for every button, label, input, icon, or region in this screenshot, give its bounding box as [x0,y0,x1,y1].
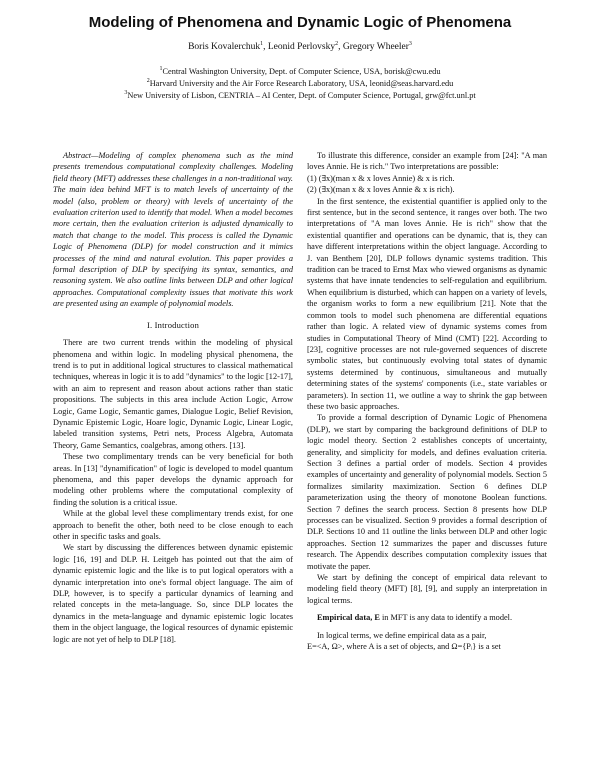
affiliation-sup: 1 [159,66,163,73]
paragraph: In logical terms, we define empirical data as a pair, [317,630,487,640]
author-name: Boris Kovalerchuk [188,42,261,52]
affiliation-sup: 3 [124,90,128,97]
author-list: Boris Kovalerchuk$^1$, Leonid Perlovsky$^2$, Gregory Wheeler$^3$ [188,40,412,52]
affiliation-sup: 2 [146,78,150,85]
paragraph: There are two current trends within the modeling of physical phenomena and within logic. In modeling physical phenomena, the trend is to put in additional logical structures to classical mathematical techniques, whereas in logic it is to add "dynamics" to the logic [12-17], with an aim to represent and reason about actions rather than static propositions. The subjects in this area include Action Logic, Arrow Logic, Game Logic, Semantic games, Dialogue Logic, Belief Revision, Dynamic Epistemic Logic, Hoare logic, Dynamic Logic, Linear Logic, labeled transition systems, Petri nets, Process Algebra, Automata Theory, Game Semantics, coalgebras, among others. [13]. [53,338,293,450]
abstract: Abstract—Modeling of complex phenomena such as the mind presents tremendous computational complexity challenges. Modeling field theory (MFT) addresses these challenges in a non-traditional way. The main idea behind MFT is to match levels of uncertainty of the model (also, problem or theory) with levels of uncertainty of the evaluation criterion used to identify that model. When a model becomes more certain, then the evaluation criterion is adjusted dynamically to match that change to the model. This process is called the Dynamic Logic of Phenomena (DLP) for model construction and it mimics processes of the mind and natural evolution. This paper provides a formal description of DLP by specifying its syntax, semantics, and reasoning system. We also outline links between DLP and other logical approaches. Computational complexity issues that motivate this work are presented using an example of polynomial models. [53,151,293,309]
paragraph: In the first sentence, the existential quantifier is applied only to the first sentence, but in the second sentence, it ranges over both. The two interpretations of "A man loves Annie. He is rich" show that the existential quantifier and operations can be dynamic, that is, they can have different interpretations within the object language. According to J. van Benthem [20], DLP follows dynamic systems tradition. This tradition can be traced to Ernst Max who viewed organisms as dynamic systems that have innate tendencies to self-regulation and equilibrium. When equilibrium is disturbed, which can happen on a variety of levels, the organism works to form a new equilibrium [21]. Note that the common tools to model such phenomena are differential equations rather than logic. A related view of dynamic systems comes from studies in Computational Theory of Mind (CMT) [22]. According to [23], cognitive processes are not rule-governed sequences of discrete symbolic states, but continuously evolving total states of dynamic systems determined by continuous, simultaneous and mutually determining states of the systems' components (i.e., state variables or parameters). In section 11, we outline a way to shrink the gap between these two basic approaches. [307,196,547,411]
affiliation [0,78,600,90]
paragraph: To illustrate this difference, consider an example from [24]: "A man loves Annie. He is rich." Two interpretations are possible: [307,151,547,172]
author-sup: 3 [408,40,412,47]
paragraph [307,612,547,623]
formula-line: (1) (∃x)(man x & x loves Annie) & x is rich. [307,173,455,183]
paper-title: Modeling of Phenomena and Dynamic Logic of Phenomena [88,14,512,31]
paragraph: These two complimentary trends can be very beneficial for both areas. In [13] "dynamification" of logic is developed to model quantum phenomena, and this paper develops the dynamic approach for modeling other problems where the computational complexity of finding the solution is a critical issue. [53,452,293,507]
affiliation-text: Harvard University and the Air Force Research Laboratory, USA, leonid@seas.harvard.edu [149,79,454,88]
paragraph: While at the global level these complimentary trends exist, for one approach to benefit the other, both need to be close enough to each other in specific tasks and goals. [53,509,293,541]
term-definition: Empirical data, E [317,613,380,623]
paragraph: We start by discussing the differences between dynamic epistemic logic [16, 19] and DLP. H. Leitgeb has pointed out that the aim of dynamic epistemic logic and the like is to put logical operators with a dynamic interpretation into one's formal object language. The aim of DLP, however, is to specify a particular dynamics of learning and related concepts in the meta-language. So, since DLP locates the dynamics in the meta-language and dynamic epistemic logic locates them in the object language, the logical resources of dynamic epistemic logic are not yet of help to DLP [18]. [53,543,293,644]
section-heading: I. Introduction [146,319,200,330]
affiliation [0,66,600,78]
author-sup: 1 [260,40,264,47]
affiliation [0,90,600,102]
paragraph: To provide a formal description of Dynamic Logic of Phenomena (DLP), we start by comparing the background definitions of DLP to logic model theory. Section 2 establishes concepts of uncertainty, generality, and simplicity for models, and defines evaluation criteria. Section 3 defines a partial order of models. Section 4 provides examples of uncertainty and generality of polynomial models. Section 5 formalizes similarity maximization. Section 6 defines DLP parameterization using the theory of monotone Boolean functions. Section 7 defines the search process. Section 8 presents how DLP processes can be visualized. Section 9 provides a formal description of DLP. Sections 10 and 11 outline the links between DLP and other logic approaches. Section 12 summarizes the paper and discusses future research. The Appendix describes computation complexity issues that motivate the paper. [307,413,547,571]
paragraph: We start by defining the concept of empirical data relevant to modeling field theory (MFT) [8], [9], and supply an interpretation in logical terms. [307,573,547,605]
affiliation-text: New University of Lisbon, CENTRIA – AI Center, Dept. of Computer Science, Portugal, grw@fct.unl.pt [127,91,476,100]
affiliation-text: Central Washington University, Dept. of Computer Science, USA, borisk@cwu.edu [162,67,441,76]
affiliation-list [0,66,600,102]
definition-text: in MFT is any data to identify a model. [379,613,513,623]
author-sup: 2 [335,40,339,47]
author-name: Leonid Perlovsky [267,42,336,52]
author-name: Gregory Wheeler [342,42,409,52]
formula-line: (2) (∃x)(man x & x loves Annie & x is rich). [307,185,455,195]
right-column [307,150,547,652]
left-column [53,150,293,645]
paragraph: E=<A, Ω>, where A is a set of objects, and Ω={Pᵢ} is a set [307,642,501,652]
